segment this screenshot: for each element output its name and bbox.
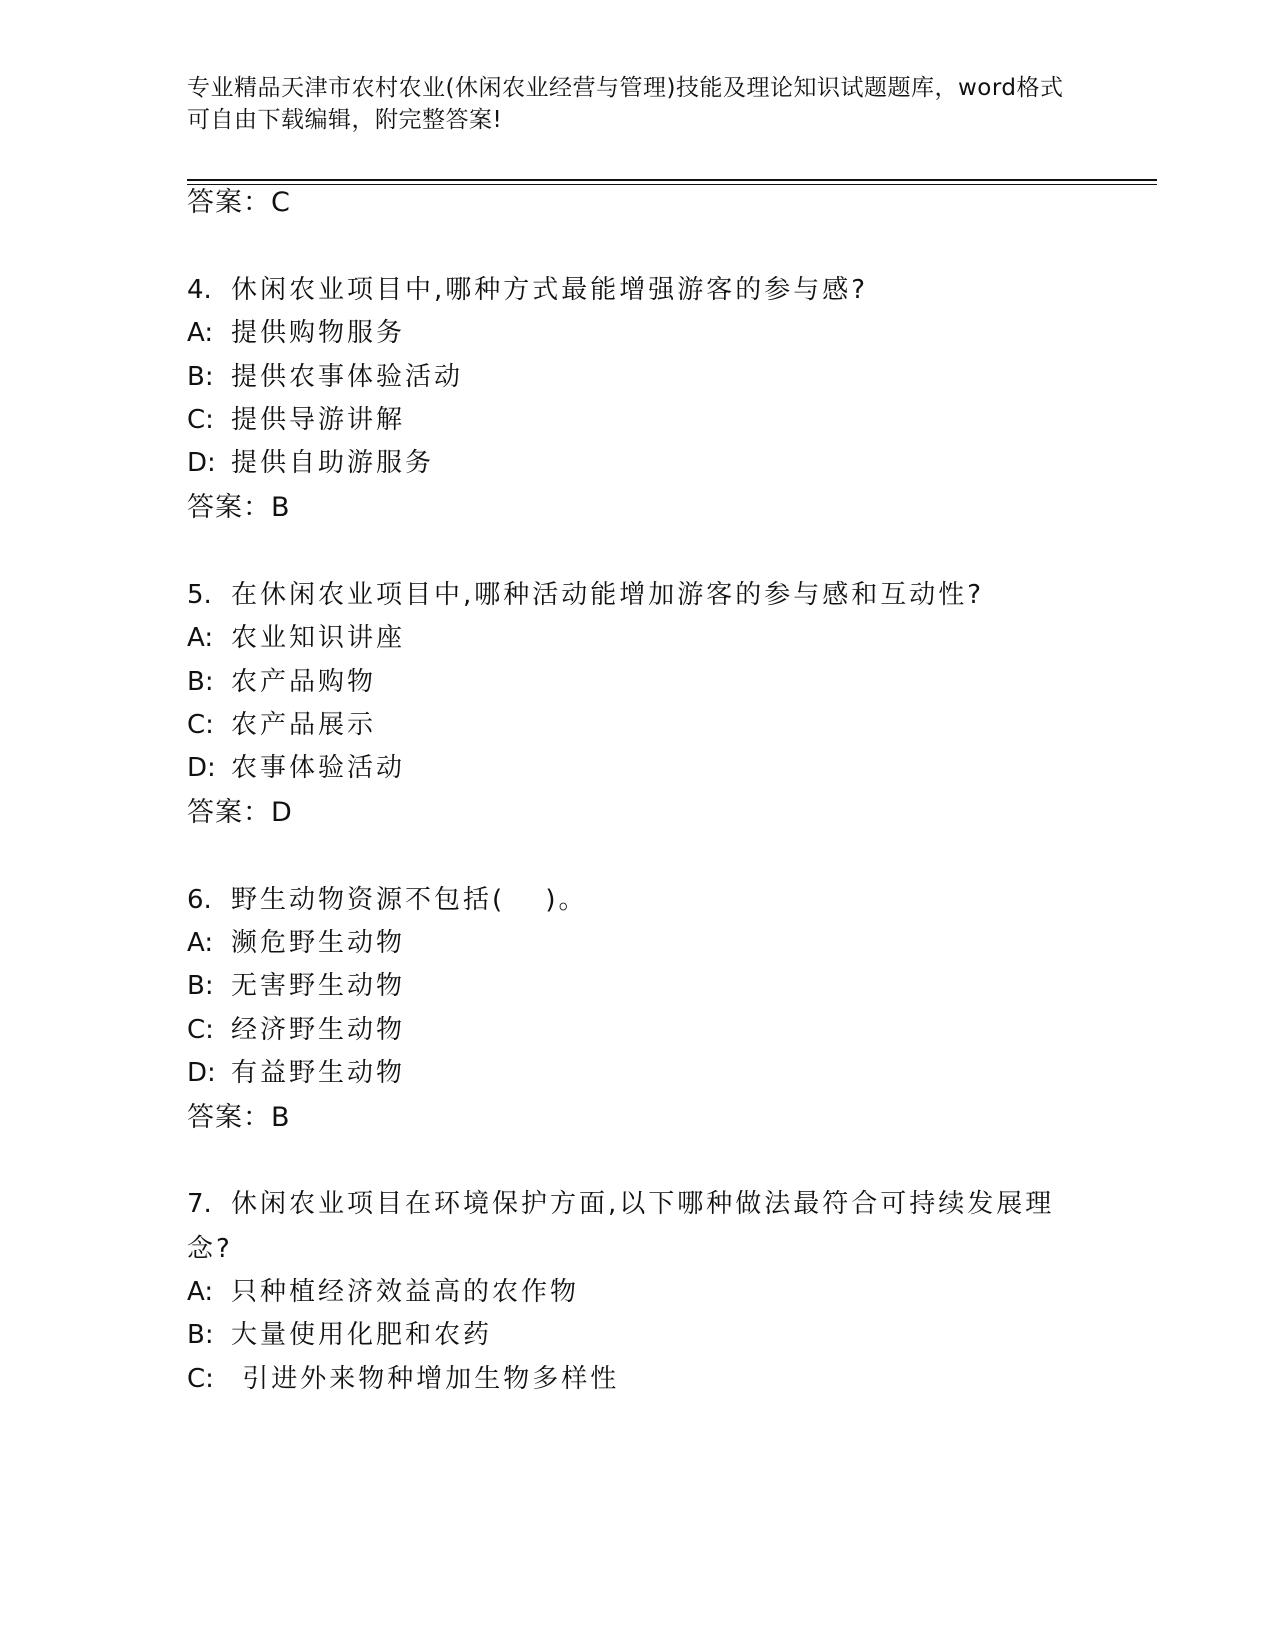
question-6-option-c: [187, 1012, 405, 1048]
question-7-stem: [187, 1182, 1067, 1272]
question-4-option-d: [187, 445, 434, 481]
option-text: 提供农事体验活动: [231, 362, 464, 392]
question-5-option-b: [187, 664, 376, 700]
question-text: 休闲农业项目中,哪种方式最能增强游客的参与感?: [231, 275, 869, 305]
question-number: 6.: [187, 885, 212, 915]
option-text: 提供购物服务: [231, 318, 406, 348]
question-5-option-c: [187, 707, 376, 743]
question-6-option-a: [187, 925, 405, 961]
option-text: 提供自助游服务: [231, 448, 435, 478]
question-5-stem: [187, 577, 984, 613]
question-6-option-b: [187, 968, 405, 1004]
question-number: 7.: [187, 1189, 212, 1219]
option-key: D:: [187, 1058, 216, 1088]
option-text: 无害野生动物: [231, 971, 406, 1001]
option-text: 农产品展示: [231, 710, 377, 740]
option-key: D:: [187, 753, 216, 783]
document-header: 专业精品天津市农村农业(休闲农业经营与管理)技能及理论知识试题题库，word格式可自由下载编辑，附完整答案!: [187, 75, 1064, 133]
option-text: 只种植经济效益高的农作物: [231, 1277, 580, 1307]
option-key: B:: [187, 971, 214, 1001]
option-key: C:: [187, 1364, 214, 1394]
option-key: B:: [187, 667, 214, 697]
option-text: 濒危野生动物: [231, 928, 406, 958]
option-text: 引进外来物种增加生物多样性: [231, 1364, 620, 1394]
question-text: 野生动物资源不包括( )。: [231, 885, 588, 915]
option-key: C:: [187, 405, 214, 435]
question-text: 在休闲农业项目中,哪种活动能增加游客的参与感和互动性?: [231, 580, 985, 610]
option-text: 农业知识讲座: [231, 623, 406, 653]
question-text: 休闲农业项目在环境保护方面,以下哪种做法最符合可持续发展理念?: [187, 1189, 1055, 1264]
header-rule-thin: [187, 184, 1157, 185]
option-key: A:: [187, 1277, 214, 1307]
question-4-stem: [187, 272, 868, 308]
question-7-option-c: [187, 1361, 619, 1397]
option-key: B:: [187, 362, 214, 392]
header-rule-thick: [187, 179, 1157, 181]
question-number: 5.: [187, 580, 212, 610]
question-7-option-b: [187, 1317, 492, 1353]
question-4-option-c: [187, 402, 405, 438]
option-key: A:: [187, 623, 214, 653]
question-6-answer: 答案：B: [187, 1102, 291, 1133]
question-number: 4.: [187, 275, 212, 305]
question-4-option-b: [187, 359, 463, 395]
option-key: D:: [187, 448, 216, 478]
question-5-option-d: [187, 750, 405, 786]
option-key: A:: [187, 928, 214, 958]
question-5-answer: 答案：D: [187, 797, 293, 828]
option-text: 提供导游讲解: [231, 405, 406, 435]
option-key: B:: [187, 1320, 214, 1350]
option-text: 农事体验活动: [231, 753, 406, 783]
option-key: A:: [187, 318, 214, 348]
option-text: 大量使用化肥和农药: [231, 1320, 493, 1350]
question-6-stem: [187, 882, 588, 918]
question-4-option-a: [187, 315, 405, 351]
option-text: 农产品购物: [231, 667, 377, 697]
question-4-answer: 答案：B: [187, 492, 291, 523]
option-text: 经济野生动物: [231, 1015, 406, 1045]
question-6-option-d: [187, 1055, 405, 1091]
option-key: C:: [187, 710, 214, 740]
option-key: C:: [187, 1015, 214, 1045]
question-7-option-a: [187, 1274, 579, 1310]
answer-prev: 答案：C: [187, 187, 291, 218]
question-5-option-a: [187, 620, 405, 656]
option-text: 有益野生动物: [231, 1058, 406, 1088]
